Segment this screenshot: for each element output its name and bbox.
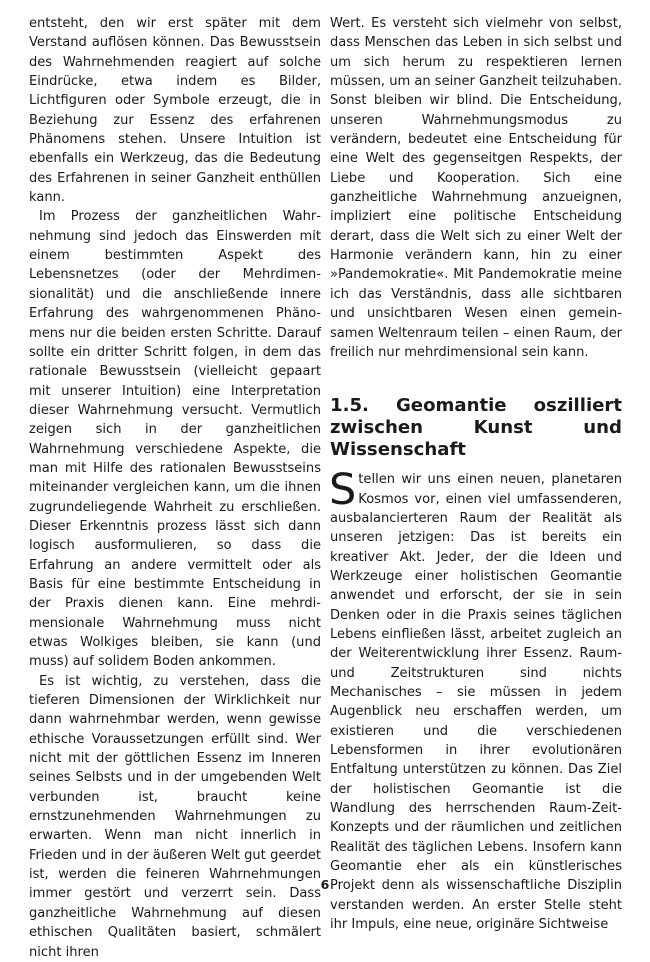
paragraph: entsteht, den wir erst später mit dem Verstand auflösen können. Das Bewusstsein des Wahrnehmenden reagiert auf solche Eindrücke, etwa indem es Bilder, Lichtfiguren oder Symbole erzeugt, die in Beziehung zur Essenz des erfahrenen Phänomens stehen. Unsere Intuition ist ebenfalls ein Werkzeug, das die Bedeutung des Erfahrenen in seiner Ganzheit enthüllen kann.: [29, 16, 321, 206]
paragraph: tellen wir uns einen neuen, planetaren Kosmos vor, einen viel umfassenderen, ausbalancierteren Raum der Realität als unseren jetzigen: Das ist bereits ein kreativer Akt. Jeder, der die Ideen und Werkzeuge einer holistischen Geomantie anwendet und erforscht, der sie in sein Denken oder in die Praxis seines täglichen Lebens einfließen lässt, arbeitet zugleich an der Weiterentwicklung ihrer Essenz. Raum- und Zeitstrukturen sind nichts Mechanisches – sie müssen in jedem Augenblick neu erschaffen werden, um existieren und die verschiedenen Lebensformen in ihrer evolutionären Entfaltung unterstützen zu können. Das Ziel der holistischen Geomantie ist die Wandlung des herrschenden Raum-Zeit-Konzepts und der räumlichen und zeitlichen Realität des täglichen Lebens. Insofern kann Geomantie eher als ein künstlerisches Projekt denn als wissenschaftliche Disziplin verstanden werden. An erster Stelle steht ihr Impuls, eine neue, originäre Sichtweise: [330, 472, 622, 933]
paragraph: Es ist wichtig, zu verstehen, dass die tieferen Dimensionen der Wirklichkeit nur dann wahrnehmbar werden, wenn gewisse ethische Voraussetzungen erfüllt sind. Wer nicht mit der göttlichen Essenz im Inneren seines Selbsts und in der umgebenden Welt verbunden ist, braucht keine ernstzunehmenden Wahrnehmungen zu erwarten. Wenn man nicht innerlich in Frieden und in der äußeren Welt gut geerdet ist, werden die feineren Wahrnehmungen immer gestört und verzerrt sein. Dass ganzheitliche Wahrnehmung auf diesen ethischen Qualitäten basiert, schmälert nicht ihren: [29, 673, 321, 960]
page-number: 6: [320, 877, 330, 892]
section-body: [329, 465, 622, 934]
paragraph: Im Prozess der ganzheitlichen Wahrnehmung sind jedoch das Einswerden mit einem bestimmten Aspekt des Lebensnetzes (oder der Mehrdimensionalität) und die anschließende innere Erfahrung des wahrgenommenen Phänomens nur die beiden ersten Schritte. Darauf sollte ein dritter Schritt folgen, in dem das rationale Bewusstsein (vielleicht gepaart mit unserer Intuition) eine Interpretation dieser Wahrnehmung versucht. Vermutlich zeigen sich in der ganzheitlichen Wahrnehmung verschiedene Aspekte, die man mit Hilfe des rationalen Bewusstseins miteinander vergleichen kann, um die ihnen zugrundeliegende Wahrheit zu erschließen. Dieser Erkenntnis prozess lässt sich dann logisch ausformulieren, so dass die Erfahrung an andere vermittelt oder als Basis für eine bestimmte Entscheidung in der Praxis dienen kann. Eine mehrdimensionale Wahrnehmung muss nicht etwas Wolkiges bleiben, sie kann (und muss) auf solidem Boden ankommen.: [29, 209, 321, 670]
right-column: [330, 14, 622, 934]
paragraph: Wert. Es versteht sich vielmehr von selbst, dass Menschen das Leben in sich selbst und um sich herum zu respektieren lernen müssen, um an seiner Ganzheit teilzuhaben. Sonst bleiben wir blind. Die Entscheidung, unseren Wahrnehmungsmodus zu verändern, bedeutet eine Entscheidung für eine Welt des gegenseitgen Respekts, der Liebe und Kooperation. Sich eine ganzheitliche Wahrnehmung anzueignen, impliziert eine politische Entscheidung derart, dass die Welt sich zu einer Welt der Harmonie verändern kann, hin zu einer »Pandemokratie«. Mit Pandemokratie meine ich das Verständnis, dass alle sichtbaren und unsichtbaren Wesen einen gemeinsamen Weltenraum teilen – einen Raum, der freilich nur mehrdimensional sein kann.: [330, 16, 622, 360]
drop-cap: S: [329, 465, 357, 516]
section-heading: 1.5. Geomantie oszilliert zwischen Kunst und Wissenschaft: [330, 395, 622, 461]
left-column: [29, 14, 321, 962]
